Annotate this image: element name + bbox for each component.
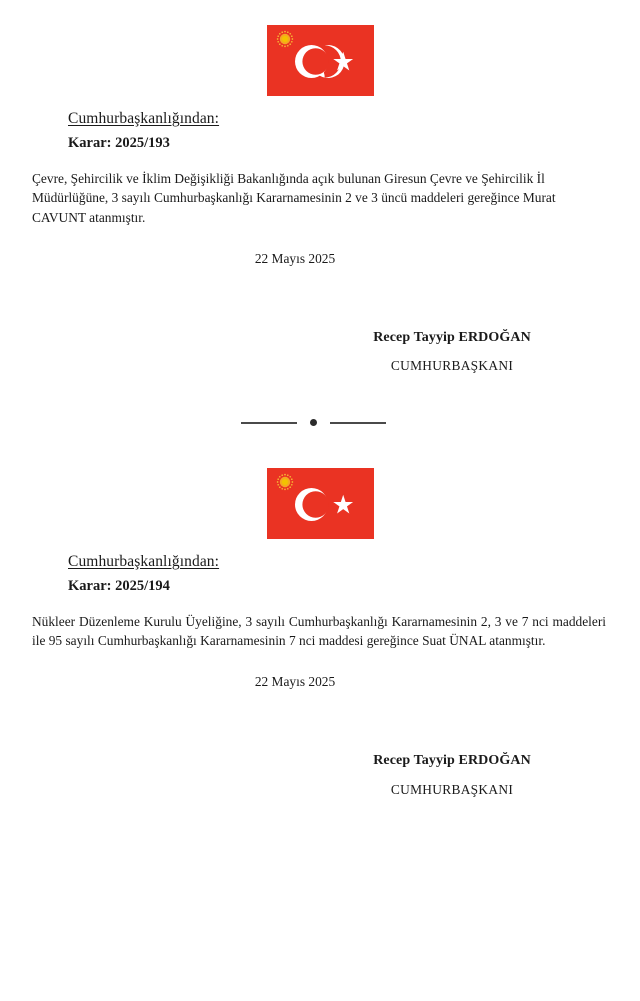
decree-section-2: [0, 468, 640, 799]
signatory-name: Recep Tayyip ERDOĞAN: [373, 330, 531, 346]
turkish-flag-icon: [267, 25, 374, 96]
issuer-heading: Cumhurbaşkanlığından:: [68, 553, 220, 570]
separator-dot-icon: [310, 419, 317, 426]
signature-block: [0, 267, 640, 375]
decree-body-text: Çevre, Şehircilik ve İklim Değişikliği Bakanlığında açık bulunan Giresun Çevre ve Şehircilik İl Müdürlüğüne, 3 sayılı Cumhurbaşkanlığı Kararnamesinin 2 ve 3 üncü maddeleri gereğince Murat CAVUNT atanmıştır.: [32, 170, 556, 225]
decision-number: Karar: 2025/193: [68, 135, 170, 152]
separator-rule-right: [330, 422, 386, 424]
turkish-flag-icon: [267, 468, 374, 539]
decision-number: Karar: 2025/194: [68, 578, 170, 595]
signatory-name: Recep Tayyip ERDOĞAN: [373, 753, 531, 769]
spacer: [0, 539, 640, 552]
flag-container-2: [0, 468, 640, 539]
decree-date: 22 Mayıs 2025: [254, 250, 336, 266]
issuer-heading: Cumhurbaşkanlığından:: [68, 110, 220, 127]
section-separator: [0, 419, 640, 426]
signature-block: [0, 690, 640, 798]
signatory-title: CUMHURBAŞKANI: [390, 781, 514, 797]
decree-date: 22 Mayıs 2025: [254, 673, 336, 689]
spacer: [0, 96, 640, 109]
separator-rule-left: [241, 422, 297, 424]
decree-body-text: Nükleer Düzenleme Kurulu Üyeliğine, 3 sayılı Cumhurbaşkanlığı Kararnamesinin 2, 3 ve 7 nci maddeleri ile 95 sayılı Cumhurbaşkanlığı Kararnamesinin 7 nci maddesi gereğince Suat ÜNAL atanmıştır.: [32, 613, 606, 649]
flag-container-1: [0, 25, 640, 96]
decree-section-1: [0, 25, 640, 375]
signatory-title: CUMHURBAŞKANI: [390, 358, 514, 374]
